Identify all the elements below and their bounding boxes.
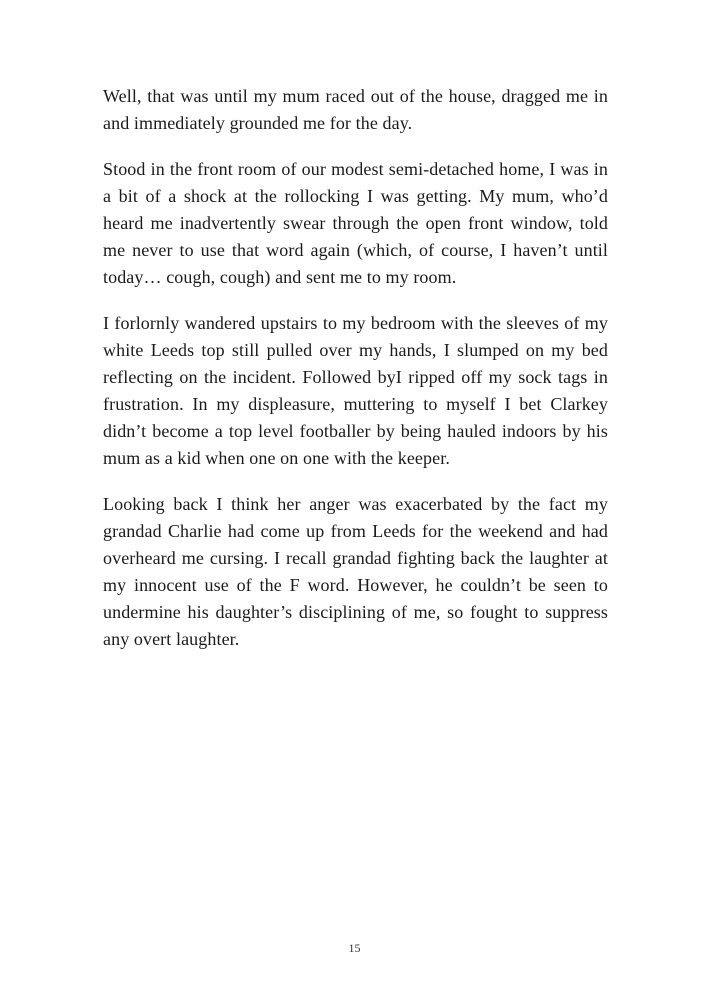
paragraph: Well, that was until my mum raced out of the house, dragged me in and immediately grounded me for the day.	[103, 86, 608, 133]
page-text-block	[103, 83, 608, 653]
paragraph: Looking back I think her anger was exacerbated by the fact my grandad Charlie had come up from Leeds for the weekend and had overheard me cursing. I recall grandad fighting back the laughter at my innocent use of the F word. However, he couldn’t be seen to undermine his daughter’s disciplining of me, so fought to suppress any overt laughter.	[103, 494, 608, 649]
paragraph: Stood in the front room of our modest semi-detached home, I was in a bit of a shock at the rollocking I was getting. My mum, who’d heard me inadvertently swear through the open front window, told me never to use that word again (which, of course, I haven’t until today… cough, cough) and sent me to my room.	[103, 159, 608, 287]
page-number: 15	[348, 941, 361, 955]
paragraph: I forlornly wandered upstairs to my bedroom with the sleeves of my white Leeds top still pulled over my hands, I slumped on my bed reflecting on the incident. Followed byI ripped off my sock tags in frustration. In my displeasure, muttering to myself I bet Clarkey didn’t become a top level footballer by being hauled indoors by his mum as a kid when one on one with the keeper.	[103, 313, 608, 468]
